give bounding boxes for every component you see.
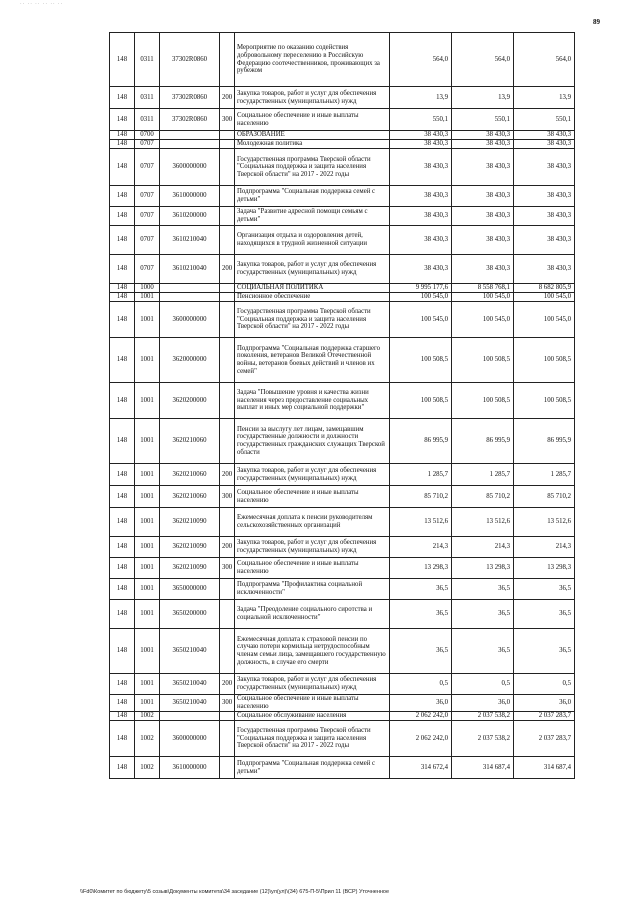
section-code-cell: 1000: [135, 284, 160, 293]
amount-year3-cell: 100 508,5: [514, 383, 575, 419]
description-cell: Закупка товаров, работ и услуг для обеспечения государственных (муниципальных) нужд: [235, 537, 390, 558]
expense-type-cell: [220, 284, 235, 293]
amount-year2-cell: 38 430,3: [452, 149, 514, 186]
section-code-cell: 1002: [135, 712, 160, 721]
department-code-cell: 148: [110, 674, 135, 695]
target-article-cell: [160, 293, 220, 302]
department-code-cell: 148: [110, 508, 135, 537]
amount-year2-cell: 13,9: [452, 87, 514, 109]
amount-year2-cell: 2 037 538,2: [452, 712, 514, 721]
description-cell: Закупка товаров, работ и услуг для обеспечения государственных (муниципальных) нужд: [235, 674, 390, 695]
amount-year1-cell: 314 672,4: [390, 757, 452, 779]
amount-year2-cell: 38 430,3: [452, 140, 514, 149]
section-code-cell: 1001: [135, 629, 160, 674]
amount-year1-cell: 100 545,0: [390, 302, 452, 338]
description-cell: Подпрограмма "Социальная поддержка семей с детьми": [235, 186, 390, 207]
amount-year1-cell: 38 430,3: [390, 255, 452, 284]
table-row: [110, 629, 575, 674]
table-row: [110, 721, 575, 757]
description-cell: Государственная программа Тверской области "Социальная поддержка и защита населения Тверской области" на 2017 - 2022 годы: [235, 149, 390, 186]
target-article-cell: [160, 284, 220, 293]
table-row: [110, 419, 575, 464]
amount-year2-cell: 36,5: [452, 629, 514, 674]
target-article-cell: 37302R0860: [160, 109, 220, 131]
amount-year1-cell: 36,5: [390, 629, 452, 674]
table-row: [110, 712, 575, 721]
section-code-cell: 0707: [135, 140, 160, 149]
department-code-cell: 148: [110, 109, 135, 131]
section-code-cell: 0707: [135, 186, 160, 207]
section-code-cell: 1001: [135, 486, 160, 508]
amount-year1-cell: 13 298,3: [390, 558, 452, 579]
amount-year2-cell: 38 430,3: [452, 207, 514, 226]
amount-year3-cell: 100 508,5: [514, 338, 575, 383]
description-cell: Подпрограмма "Социальная поддержка старшего поколения, ветеранов Великой Отечественной войны, ветеранов боевых действий и членов их семей": [235, 338, 390, 383]
amount-year2-cell: 13 512,6: [452, 508, 514, 537]
expense-type-cell: [220, 508, 235, 537]
expense-type-cell: 300: [220, 109, 235, 131]
amount-year3-cell: 1 285,7: [514, 464, 575, 486]
section-code-cell: 0311: [135, 109, 160, 131]
section-code-cell: 1001: [135, 419, 160, 464]
section-code-cell: 1001: [135, 383, 160, 419]
description-cell: Социальное обеспечение и иные выплаты населению: [235, 109, 390, 131]
section-code-cell: 1001: [135, 695, 160, 712]
table-row: [110, 537, 575, 558]
amount-year3-cell: 13,9: [514, 87, 575, 109]
amount-year3-cell: 550,1: [514, 109, 575, 131]
expense-type-cell: 200: [220, 255, 235, 284]
section-code-cell: 0311: [135, 33, 160, 87]
amount-year2-cell: 36,5: [452, 600, 514, 629]
table-row: [110, 579, 575, 600]
section-code-cell: 1001: [135, 293, 160, 302]
target-article-cell: 3650000000: [160, 579, 220, 600]
section-code-cell: 1001: [135, 537, 160, 558]
amount-year3-cell: 2 037 283,7: [514, 712, 575, 721]
expense-type-cell: [220, 712, 235, 721]
description-cell: Социальное обеспечение и иные выплаты населению: [235, 486, 390, 508]
department-code-cell: 148: [110, 695, 135, 712]
amount-year1-cell: 100 545,0: [390, 293, 452, 302]
table-row: [110, 508, 575, 537]
expense-type-cell: [220, 338, 235, 383]
amount-year3-cell: 86 995,9: [514, 419, 575, 464]
amount-year1-cell: 100 508,5: [390, 383, 452, 419]
target-article-cell: 3620210090: [160, 537, 220, 558]
department-code-cell: 148: [110, 33, 135, 87]
file-path-footer: \\Fd0\Комитет по бюджету\5 созыв\Документы комитета\34 заседание (12)\ул(ул)\(34) 675-П-5\Прил 11 (ВСР) Уточненное: [80, 889, 390, 895]
expense-type-cell: [220, 33, 235, 87]
section-code-cell: 0700: [135, 131, 160, 140]
department-code-cell: 148: [110, 600, 135, 629]
department-code-cell: 148: [110, 629, 135, 674]
expense-type-cell: [220, 149, 235, 186]
section-code-cell: 1001: [135, 464, 160, 486]
target-article-cell: 3620200000: [160, 383, 220, 419]
expense-type-cell: [220, 140, 235, 149]
amount-year3-cell: 100 545,0: [514, 302, 575, 338]
target-article-cell: 3650210040: [160, 629, 220, 674]
amount-year2-cell: 36,0: [452, 695, 514, 712]
amount-year2-cell: 1 285,7: [452, 464, 514, 486]
amount-year2-cell: 100 545,0: [452, 293, 514, 302]
department-code-cell: 148: [110, 207, 135, 226]
section-code-cell: 1001: [135, 302, 160, 338]
amount-year2-cell: 36,5: [452, 579, 514, 600]
description-cell: Задача "Преодоление социального сиротства и социальной исключенности": [235, 600, 390, 629]
table-row: [110, 226, 575, 255]
target-article-cell: 3620210090: [160, 558, 220, 579]
amount-year2-cell: 13 298,3: [452, 558, 514, 579]
department-code-cell: 148: [110, 284, 135, 293]
amount-year1-cell: 38 430,3: [390, 226, 452, 255]
department-code-cell: 148: [110, 558, 135, 579]
description-cell: Государственная программа Тверской области "Социальная поддержка и защита населения Тверской области" на 2017 - 2022 годы: [235, 721, 390, 757]
description-cell: Ежемесячная доплата к страховой пенсии по случаю потери кормильца нетрудоспособным членам семьи лица, замещавшего государственную должность, в случае его смерти: [235, 629, 390, 674]
table-row: [110, 558, 575, 579]
department-code-cell: 148: [110, 757, 135, 779]
description-cell: Социальное обслуживание населения: [235, 712, 390, 721]
amount-year3-cell: 85 710,2: [514, 486, 575, 508]
department-code-cell: 148: [110, 255, 135, 284]
table-row: [110, 284, 575, 293]
amount-year3-cell: 36,0: [514, 695, 575, 712]
target-article-cell: [160, 131, 220, 140]
description-cell: Закупка товаров, работ и услуг для обеспечения государственных (муниципальных) нужд: [235, 87, 390, 109]
table-body: [110, 33, 575, 779]
expense-type-cell: [220, 383, 235, 419]
target-article-cell: 3650210040: [160, 695, 220, 712]
expense-type-cell: [220, 721, 235, 757]
target-article-cell: 3610210040: [160, 255, 220, 284]
table-row: [110, 255, 575, 284]
amount-year1-cell: 1 285,7: [390, 464, 452, 486]
section-code-cell: 1001: [135, 508, 160, 537]
amount-year1-cell: 36,0: [390, 695, 452, 712]
description-cell: Подпрограмма "Социальная поддержка семей с детьми": [235, 757, 390, 779]
target-article-cell: 3600000000: [160, 149, 220, 186]
expense-type-cell: 300: [220, 486, 235, 508]
target-article-cell: 37302R0860: [160, 33, 220, 87]
expense-type-cell: [220, 302, 235, 338]
amount-year2-cell: 0,5: [452, 674, 514, 695]
target-article-cell: 3610000000: [160, 186, 220, 207]
expense-type-cell: [220, 226, 235, 255]
target-article-cell: 3620210060: [160, 419, 220, 464]
department-code-cell: 148: [110, 293, 135, 302]
section-code-cell: 0707: [135, 226, 160, 255]
amount-year1-cell: 38 430,3: [390, 186, 452, 207]
amount-year1-cell: 100 508,5: [390, 338, 452, 383]
amount-year2-cell: 85 710,2: [452, 486, 514, 508]
department-code-cell: 148: [110, 419, 135, 464]
description-cell: ОБРАЗОВАНИЕ: [235, 131, 390, 140]
amount-year2-cell: 2 037 538,2: [452, 721, 514, 757]
amount-year2-cell: 8 558 768,1: [452, 284, 514, 293]
expense-type-cell: [220, 293, 235, 302]
amount-year2-cell: 550,1: [452, 109, 514, 131]
amount-year2-cell: 100 508,5: [452, 338, 514, 383]
target-article-cell: [160, 712, 220, 721]
amount-year2-cell: 38 430,3: [452, 255, 514, 284]
target-article-cell: 3620210060: [160, 464, 220, 486]
page-number: 89: [593, 18, 600, 26]
amount-year3-cell: 36,5: [514, 579, 575, 600]
section-code-cell: 1001: [135, 579, 160, 600]
department-code-cell: 148: [110, 226, 135, 255]
department-code-cell: 148: [110, 338, 135, 383]
amount-year1-cell: 564,0: [390, 33, 452, 87]
description-cell: Социальное обеспечение и иные выплаты населению: [235, 695, 390, 712]
amount-year2-cell: 86 995,9: [452, 419, 514, 464]
target-article-cell: 3650200000: [160, 600, 220, 629]
amount-year1-cell: 86 995,9: [390, 419, 452, 464]
section-code-cell: 1001: [135, 338, 160, 383]
department-code-cell: 148: [110, 186, 135, 207]
table-row: [110, 464, 575, 486]
target-article-cell: 3650210040: [160, 674, 220, 695]
expense-type-cell: [220, 579, 235, 600]
section-code-cell: 1001: [135, 674, 160, 695]
target-article-cell: 37302R0860: [160, 87, 220, 109]
amount-year2-cell: 214,3: [452, 537, 514, 558]
amount-year1-cell: 214,3: [390, 537, 452, 558]
amount-year3-cell: 13 512,6: [514, 508, 575, 537]
description-cell: Пенсионное обеспечение: [235, 293, 390, 302]
amount-year2-cell: 100 545,0: [452, 302, 514, 338]
amount-year1-cell: 2 062 242,0: [390, 712, 452, 721]
amount-year2-cell: 38 430,3: [452, 186, 514, 207]
table-row: [110, 140, 575, 149]
table-row: [110, 757, 575, 779]
department-code-cell: 148: [110, 579, 135, 600]
amount-year1-cell: 9 995 177,6: [390, 284, 452, 293]
amount-year1-cell: 38 430,3: [390, 131, 452, 140]
table-row: [110, 87, 575, 109]
amount-year3-cell: 38 430,3: [514, 207, 575, 226]
target-article-cell: 3600000000: [160, 721, 220, 757]
section-code-cell: 1001: [135, 558, 160, 579]
amount-year3-cell: 38 430,3: [514, 149, 575, 186]
amount-year3-cell: 2 037 283,7: [514, 721, 575, 757]
amount-year2-cell: 564,0: [452, 33, 514, 87]
description-cell: Мероприятие по оказанию содействия добровольному переселению в Российскую Федерацию соотечественников, проживающих за рубежом: [235, 33, 390, 87]
expense-type-cell: [220, 600, 235, 629]
description-cell: Организация отдыха и оздоровления детей, находящихся в трудной жизненной ситуации: [235, 226, 390, 255]
amount-year3-cell: 38 430,3: [514, 140, 575, 149]
amount-year3-cell: 314 687,4: [514, 757, 575, 779]
amount-year2-cell: 38 430,3: [452, 226, 514, 255]
top-scan-noise: ·· ·· ·· ·· ·· ··: [20, 2, 64, 7]
section-code-cell: 0311: [135, 87, 160, 109]
department-code-cell: 148: [110, 302, 135, 338]
amount-year1-cell: 0,5: [390, 674, 452, 695]
expense-type-cell: 300: [220, 695, 235, 712]
amount-year3-cell: 36,5: [514, 629, 575, 674]
description-cell: Закупка товаров, работ и услуг для обеспечения государственных (муниципальных) нужд: [235, 464, 390, 486]
section-code-cell: 1002: [135, 721, 160, 757]
table-row: [110, 600, 575, 629]
table-row: [110, 33, 575, 87]
department-code-cell: 148: [110, 712, 135, 721]
amount-year3-cell: 38 430,3: [514, 131, 575, 140]
section-code-cell: 0707: [135, 149, 160, 186]
amount-year3-cell: 214,3: [514, 537, 575, 558]
target-article-cell: 3620000000: [160, 338, 220, 383]
expense-type-cell: 200: [220, 537, 235, 558]
expense-type-cell: [220, 207, 235, 226]
table-row: [110, 207, 575, 226]
table-row: [110, 383, 575, 419]
department-code-cell: 148: [110, 383, 135, 419]
target-article-cell: 3620210090: [160, 508, 220, 537]
section-code-cell: 1001: [135, 600, 160, 629]
description-cell: Задача "Повышение уровня и качества жизни населения через предоставление социальных выплат и иных мер социальной поддержки": [235, 383, 390, 419]
description-cell: Ежемесячная доплата к пенсии руководителям сельскохозяйственных организаций: [235, 508, 390, 537]
amount-year1-cell: 13 512,6: [390, 508, 452, 537]
department-code-cell: 148: [110, 87, 135, 109]
department-code-cell: 148: [110, 131, 135, 140]
budget-table: [109, 32, 575, 779]
amount-year3-cell: 100 545,0: [514, 293, 575, 302]
amount-year3-cell: 38 430,3: [514, 255, 575, 284]
table-row: [110, 486, 575, 508]
amount-year2-cell: 314 687,4: [452, 757, 514, 779]
amount-year1-cell: 2 062 242,0: [390, 721, 452, 757]
target-article-cell: 3620210060: [160, 486, 220, 508]
expense-type-cell: 300: [220, 558, 235, 579]
amount-year3-cell: 38 430,3: [514, 226, 575, 255]
target-article-cell: 3600000000: [160, 302, 220, 338]
department-code-cell: 148: [110, 140, 135, 149]
expense-type-cell: [220, 629, 235, 674]
description-cell: Пенсии за выслугу лет лицам, замещавшим государственные должности и должности государственных гражданских служащих Тверской области: [235, 419, 390, 464]
amount-year1-cell: 550,1: [390, 109, 452, 131]
amount-year1-cell: 38 430,3: [390, 207, 452, 226]
amount-year3-cell: 38 430,3: [514, 186, 575, 207]
expense-type-cell: [220, 131, 235, 140]
amount-year3-cell: 36,5: [514, 600, 575, 629]
amount-year1-cell: 38 430,3: [390, 149, 452, 186]
table-row: [110, 674, 575, 695]
expense-type-cell: [220, 757, 235, 779]
target-article-cell: 3610200000: [160, 207, 220, 226]
department-code-cell: 148: [110, 149, 135, 186]
amount-year2-cell: 38 430,3: [452, 131, 514, 140]
expense-type-cell: [220, 419, 235, 464]
description-cell: Подпрограмма "Профилактика социальной исключенности": [235, 579, 390, 600]
expense-type-cell: 200: [220, 87, 235, 109]
section-code-cell: 1002: [135, 757, 160, 779]
expense-type-cell: [220, 186, 235, 207]
description-cell: СОЦИАЛЬНАЯ ПОЛИТИКА: [235, 284, 390, 293]
section-code-cell: 0707: [135, 255, 160, 284]
description-cell: Задача "Развитие адресной помощи семьям с детьми": [235, 207, 390, 226]
amount-year3-cell: 13 298,3: [514, 558, 575, 579]
department-code-cell: 148: [110, 464, 135, 486]
amount-year1-cell: 36,5: [390, 579, 452, 600]
table-row: [110, 109, 575, 131]
description-cell: Закупка товаров, работ и услуг для обеспечения государственных (муниципальных) нужд: [235, 255, 390, 284]
department-code-cell: 148: [110, 721, 135, 757]
table-row: [110, 131, 575, 140]
amount-year2-cell: 100 508,5: [452, 383, 514, 419]
table-row: [110, 338, 575, 383]
amount-year3-cell: 0,5: [514, 674, 575, 695]
description-cell: Социальное обеспечение и иные выплаты населению: [235, 558, 390, 579]
section-code-cell: 0707: [135, 207, 160, 226]
amount-year1-cell: 38 430,3: [390, 140, 452, 149]
table-row: [110, 695, 575, 712]
expense-type-cell: 200: [220, 674, 235, 695]
table-row: [110, 293, 575, 302]
target-article-cell: 3610210040: [160, 226, 220, 255]
expense-type-cell: 200: [220, 464, 235, 486]
target-article-cell: 3610000000: [160, 757, 220, 779]
amount-year3-cell: 8 682 805,9: [514, 284, 575, 293]
amount-year1-cell: 85 710,2: [390, 486, 452, 508]
target-article-cell: [160, 140, 220, 149]
description-cell: Молодежная политика: [235, 140, 390, 149]
amount-year1-cell: 36,5: [390, 600, 452, 629]
department-code-cell: 148: [110, 486, 135, 508]
table-row: [110, 302, 575, 338]
description-cell: Государственная программа Тверской области "Социальная поддержка и защита населения Тверской области" на 2017 - 2022 годы: [235, 302, 390, 338]
amount-year1-cell: 13,9: [390, 87, 452, 109]
department-code-cell: 148: [110, 537, 135, 558]
amount-year3-cell: 564,0: [514, 33, 575, 87]
table-row: [110, 186, 575, 207]
table-row: [110, 149, 575, 186]
